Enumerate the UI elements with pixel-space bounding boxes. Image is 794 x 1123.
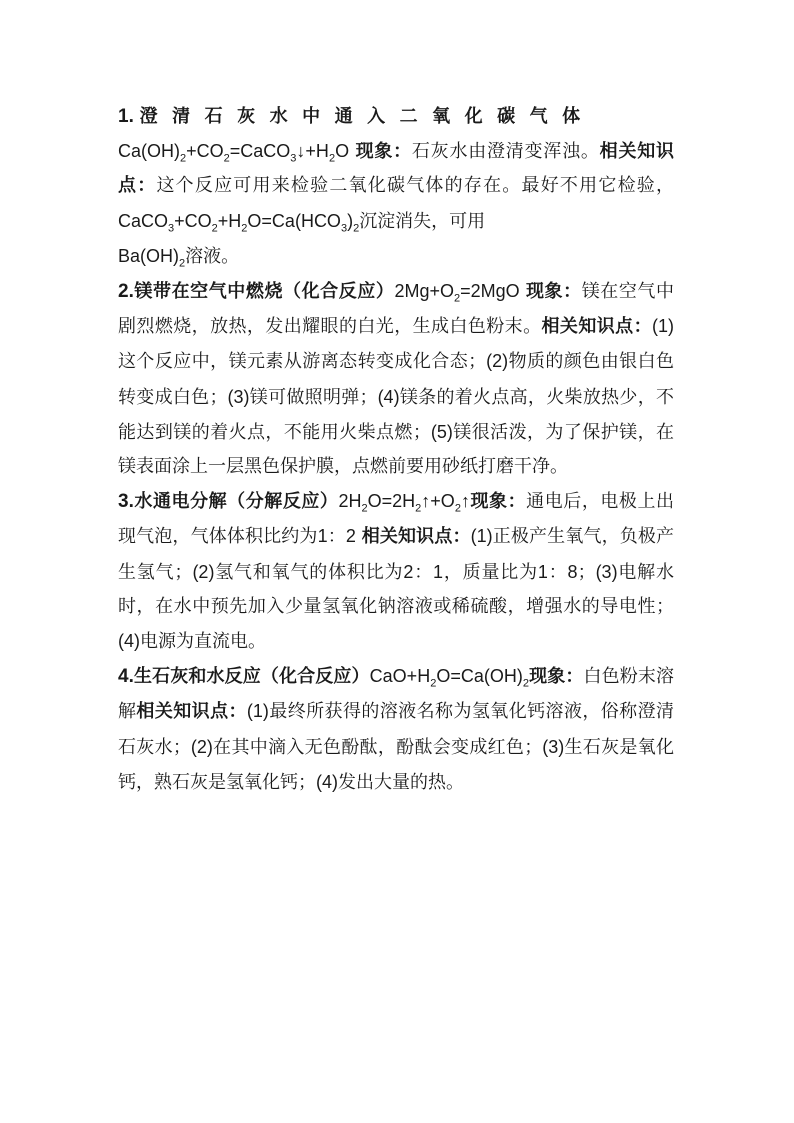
item-title: 水通电分解（分解反应） (133, 491, 339, 513)
chemical-equation: $Ca(OH)_2+CO_2=CaCO_3↓+H_2O$ (118, 141, 350, 165)
phenomenon-text: 镁在空气中剧烈燃烧，放热，发出耀眼的白光，生成白色粉末。 (118, 281, 675, 338)
knowledge-label: 相关知识点： (118, 141, 674, 197)
phenomenon-label: 现象： (355, 141, 412, 163)
item-4: 4.生石灰和水反应（化合反应）$CaO+H_2O=Ca(OH)_2$现象：白色粉末溶解相关知识点：(1)最终所获得的溶液名称为氢氧化钙溶液，俗称澄清石灰水；(2)在其中滴入无色酚酞，酚酞会变成红色；(3)生石灰是氧化钙，熟石灰是氢氧化钙；(4)发出大量的热。 (118, 666, 675, 793)
chemical-equation: $2H_2O=2H_2↑+O_2↑$ (338, 491, 470, 515)
phenomenon-label: 现象： (469, 491, 527, 513)
item-3: 3.水通电分解（分解反应）$2H_2O=2H_2↑+O_2↑$现象：通电后，电极上出现气泡，气体体积比约为1：2 相关知识点：(1)正极产生氧气，负极产生氢气；(2)氢气和氧气的体积比为2：1，质量比为1：8；(3)电解水时，在水中预先加入少量氢氧化钠溶液或稀硫酸，增强水的导电性；(4)电源为直流电。 (118, 491, 675, 653)
document-page (118, 100, 674, 800)
knowledge-text: 溶液。 (185, 245, 240, 267)
item-2: 2.镁带在空气中燃烧（化合反应）$2Mg+O_2=2MgO$ 现象：镁在空气中剧烈燃烧，放热，发出耀眼的白光，生成白色粉末。相关知识点：(1)这个反应中，镁元素从游离态转变成化合态；(2)物质的颜色由银白色转变成白色；(3)镁可做照明弹；(4)镁条的着火点高，火柴放热少，不能达到镁的着火点，不能用火柴点燃；(5)镁很活泼，为了保护镁，在镁表面涂上一层黑色保护膜，点燃前要用砂纸打磨干净。 (118, 281, 675, 478)
knowledge-label: 相关知识点： (136, 701, 247, 723)
phenomenon-text: 白色粉末溶解 (118, 666, 675, 723)
phenomenon-label: 现象： (525, 281, 582, 303)
item-number: 4. (118, 666, 134, 688)
item-number: 2. (118, 281, 134, 303)
phenomenon-text: 通电后，电极上出现气泡，气体体积比约为 (118, 491, 675, 548)
ratio: 1：2 (317, 526, 356, 547)
phenomenon-text: 石灰水由澄清变浑浊。 (411, 141, 600, 163)
knowledge-text: 这个反应可用来检验二氧化碳气体的存在。最好不用它检验， (156, 175, 675, 197)
chemical-equation: $2Mg+O_2=2MgO$ (394, 281, 520, 305)
knowledge-label: 相关知识点： (361, 526, 471, 548)
item-number: 3. (118, 491, 134, 513)
knowledge-label: 相关知识点： (541, 316, 652, 338)
item-title: 镁带在空气中燃烧（化合反应） (133, 281, 395, 303)
chemical-equation: $CaO+H_2O=Ca(OH)_2$ (369, 666, 529, 690)
chemical-formula: $Ba(OH)_2$ (118, 245, 186, 270)
chemical-equation: $CaCO_3+CO_2+H_2O=Ca(HCO_3)_2$ (118, 210, 360, 235)
item-title: 生石灰和水反应（化合反应） (133, 666, 370, 688)
phenomenon-label: 现象： (528, 666, 584, 688)
item-1 (118, 100, 674, 274)
item-number: 1. (118, 106, 134, 127)
knowledge-text: 沉淀消失，可用 (359, 210, 486, 232)
item-title: 澄清石灰水中通入二氧化碳气体 (139, 106, 595, 127)
